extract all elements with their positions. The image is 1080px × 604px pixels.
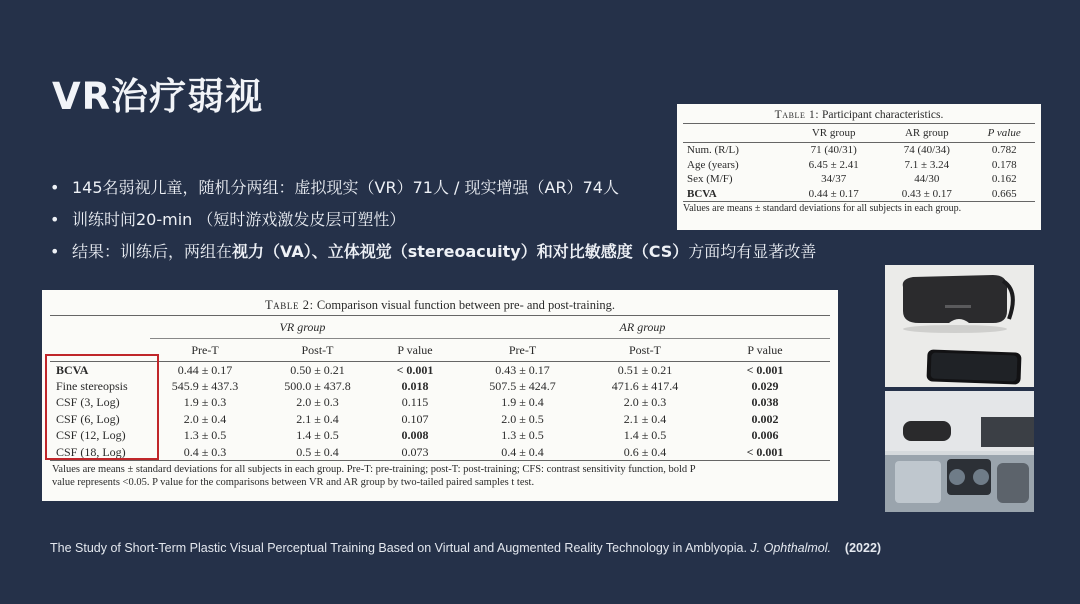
table-row bbox=[50, 395, 830, 411]
row-label: Fine stereopsis bbox=[56, 379, 128, 394]
table-cell: 0.018 bbox=[401, 379, 429, 394]
table-row bbox=[683, 172, 1035, 187]
table-cell: 0.44 ± 0.17 bbox=[808, 187, 859, 200]
table-cell: 0.665 bbox=[991, 187, 1017, 200]
table-cell: 0.178 bbox=[991, 158, 1017, 171]
highlight-box bbox=[45, 354, 159, 460]
table-grid bbox=[50, 316, 830, 461]
row-label: CSF (18, Log) bbox=[56, 444, 126, 459]
table-header-cell: Post-T bbox=[301, 342, 334, 357]
row-label: CSF (3, Log) bbox=[56, 395, 120, 410]
table-header-cell: P value bbox=[397, 342, 433, 357]
bullet-item bbox=[50, 236, 816, 268]
table-cell: 500.0 ± 437.8 bbox=[284, 379, 351, 394]
table-note-line: value represents <0.05. P value for the comparisons between VR and AR group by two-tailed paired samples t test. bbox=[52, 477, 535, 489]
table-cell: 71 (40/31) bbox=[810, 144, 857, 157]
bullet-text: 方面均有显著改善 bbox=[688, 242, 817, 261]
citation bbox=[50, 541, 881, 555]
row-label: Age (years) bbox=[687, 158, 739, 171]
table-header-cell: Pre-T bbox=[191, 342, 219, 357]
group-header-ar: AR group bbox=[455, 316, 830, 339]
table-cell: < 0.001 bbox=[746, 444, 784, 459]
table-cell: 0.002 bbox=[751, 411, 779, 426]
table-cell: 0.51 ± 0.21 bbox=[617, 362, 673, 377]
table-group-row bbox=[50, 316, 830, 339]
table-cell: < 0.001 bbox=[396, 362, 434, 377]
table-row bbox=[50, 378, 830, 394]
table-header-cell: VR group bbox=[811, 127, 856, 139]
table-cell: 0.4 ± 0.4 bbox=[501, 444, 544, 459]
photo-column bbox=[885, 265, 1034, 512]
table-cell: 0.115 bbox=[401, 395, 429, 410]
table-header-cell: Pre-T bbox=[508, 342, 537, 357]
table-note: Values are means ± standard deviations for all subjects in each group. bbox=[683, 203, 962, 214]
headset-illustration bbox=[885, 265, 1034, 387]
row-label: CSF (6, Log) bbox=[56, 411, 120, 426]
table-note bbox=[52, 463, 828, 489]
table-row bbox=[683, 143, 1035, 158]
table-caption-label: Table 2: bbox=[264, 298, 314, 312]
visual-function-comparison-table bbox=[42, 290, 838, 501]
table-header-cell: Post-T bbox=[628, 342, 661, 357]
table-cell: 0.6 ± 0.4 bbox=[623, 444, 667, 459]
table-cell: 2.0 ± 0.3 bbox=[623, 395, 667, 410]
table-cell: 1.3 ± 0.5 bbox=[501, 428, 544, 443]
table-cell: 1.4 ± 0.5 bbox=[623, 428, 667, 443]
table-cell: 0.4 ± 0.3 bbox=[183, 444, 227, 459]
table-header-cell: AR group bbox=[904, 127, 949, 139]
table-cell: 1.4 ± 0.5 bbox=[296, 428, 339, 443]
vr-headset-photo bbox=[885, 265, 1034, 387]
table-cell: 0.073 bbox=[401, 444, 429, 459]
table-caption-label: Table 1: bbox=[774, 109, 820, 121]
table-cell: < 0.001 bbox=[746, 362, 784, 377]
bullet-text: 训练时间20-min （短时游戏激发皮层可塑性） bbox=[72, 210, 406, 229]
bullet-emphasis: 视力（VA）、立体视觉（stereoacuity）和对比敏感度（CS） bbox=[232, 242, 689, 261]
table-caption bbox=[42, 295, 838, 315]
table-cell: 1.9 ± 0.4 bbox=[501, 395, 544, 410]
group-header-vr: VR group bbox=[150, 316, 455, 339]
table-cell: 545.9 ± 437.3 bbox=[171, 379, 239, 394]
row-label: BCVA bbox=[56, 362, 89, 377]
table-cell: 6.45 ± 2.41 bbox=[808, 158, 859, 171]
table-caption-text: Participant characteristics. bbox=[822, 109, 944, 121]
table-row bbox=[50, 362, 830, 379]
bullet-text: 结果：训练后，两组在 bbox=[72, 242, 233, 261]
table-header-row bbox=[683, 124, 1035, 143]
table-cell: 2.0 ± 0.3 bbox=[296, 395, 339, 410]
table-note-line: Values are means ± standard deviations for all subjects in each group. Pre-T: pre-training; post-T: post-training; CFS: contrast sensitivity function, bold P bbox=[52, 464, 696, 476]
table-header-cell: P value bbox=[747, 342, 783, 357]
table-cell: 0.43 ± 0.17 bbox=[495, 362, 550, 377]
table-cell: 2.1 ± 0.4 bbox=[296, 411, 339, 426]
empty-cell bbox=[50, 316, 150, 339]
citation-journal: J. Ophthalmol. bbox=[750, 541, 832, 555]
table-cell: 7.1 ± 3.24 bbox=[904, 158, 950, 171]
citation-text: The Study of Short-Term Plastic Visual Perceptual Training Based on Virtual and Augmented Reality Technology in Amblyopia. bbox=[50, 541, 747, 555]
row-label: Sex (M/F) bbox=[687, 173, 733, 186]
participant-characteristics-table bbox=[677, 104, 1041, 230]
table-cell: 34/37 bbox=[821, 173, 847, 186]
table-header-row bbox=[50, 339, 830, 362]
table-cell: 507.5 ± 424.7 bbox=[489, 379, 556, 394]
table-caption-text: Comparison visual function between pre- and post-training. bbox=[316, 298, 616, 312]
bullet-text: 145名弱视儿童，随机分两组：虚拟现实（VR）71人 / 现实增强（AR）74人 bbox=[72, 178, 619, 197]
table-grid bbox=[683, 124, 1035, 202]
table-row bbox=[50, 411, 830, 427]
table-cell: 0.038 bbox=[751, 395, 779, 410]
table-cell: 2.1 ± 0.4 bbox=[623, 411, 667, 426]
table-cell: 1.9 ± 0.3 bbox=[183, 395, 227, 410]
table-cell: 0.162 bbox=[991, 173, 1017, 186]
table-cell: 0.5 ± 0.4 bbox=[296, 444, 339, 459]
row-label: CSF (12, Log) bbox=[56, 428, 126, 443]
table-header-cell bbox=[683, 124, 787, 143]
table-cell: 0.782 bbox=[991, 144, 1017, 157]
table-cell: 1.3 ± 0.5 bbox=[183, 428, 227, 443]
table-cell: 44/30 bbox=[914, 173, 940, 186]
table-cell: 0.008 bbox=[401, 428, 429, 443]
slide-title: VR治疗弱视 bbox=[52, 75, 264, 118]
table-cell: 0.006 bbox=[751, 428, 779, 443]
table-header-cell: P value bbox=[987, 127, 1021, 139]
table-cell: 0.50 ± 0.21 bbox=[290, 362, 345, 377]
child-training-photo bbox=[885, 391, 1034, 512]
table-cell: 0.43 ± 0.17 bbox=[901, 187, 952, 200]
table-row bbox=[50, 428, 830, 444]
table-cell: 74 (40/34) bbox=[903, 144, 950, 157]
table-row bbox=[683, 187, 1035, 202]
table-cell: 0.107 bbox=[401, 411, 429, 426]
table-cell: 0.44 ± 0.17 bbox=[177, 362, 233, 377]
table-cell: 2.0 ± 0.5 bbox=[501, 411, 544, 426]
row-label: BCVA bbox=[687, 187, 717, 200]
row-label: Num. (R/L) bbox=[687, 144, 739, 157]
table-cell: 471.6 ± 417.4 bbox=[611, 379, 679, 394]
table-row bbox=[683, 158, 1035, 173]
training-illustration bbox=[885, 391, 1034, 512]
table-row bbox=[50, 444, 830, 461]
table-caption bbox=[677, 107, 1041, 123]
table-cell: 0.029 bbox=[751, 379, 779, 394]
table-cell: 2.0 ± 0.4 bbox=[183, 411, 227, 426]
citation-year: (2022) bbox=[844, 541, 882, 555]
